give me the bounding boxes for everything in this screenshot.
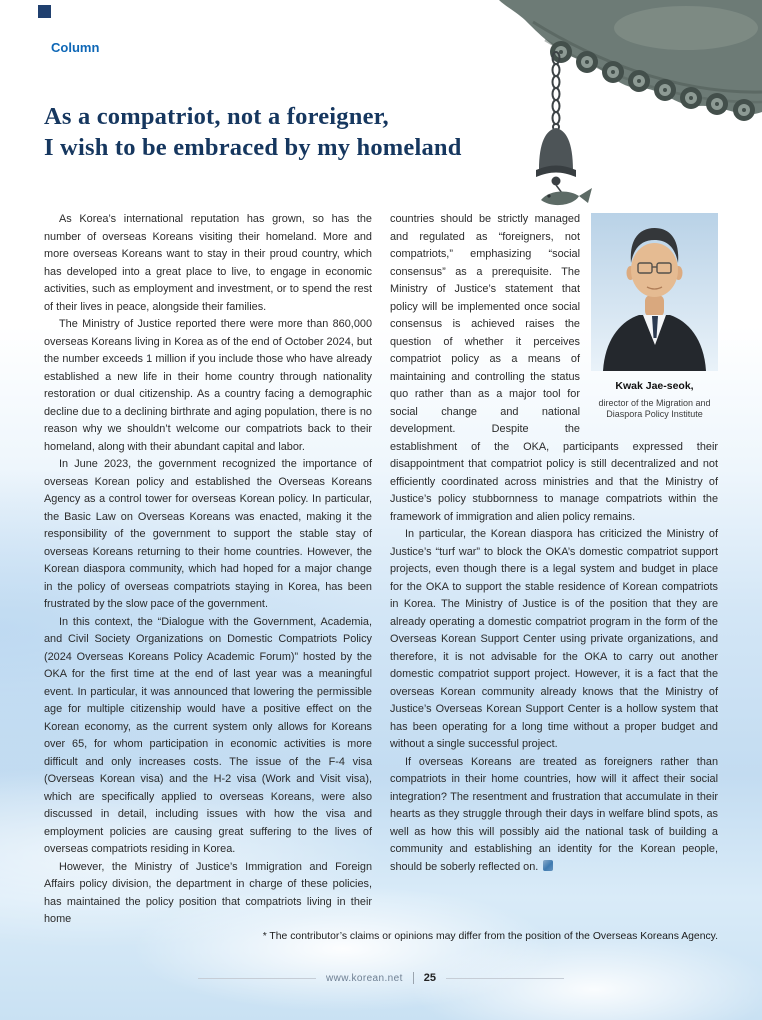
contributor-disclaimer: * The contributor’s claims or opinions may differ from the position of the Overseas Koreans Agency. — [262, 931, 718, 942]
article-title-line1: As a compatriot, not a foreigner, — [44, 103, 389, 130]
article-title-line2: I wish to be embraced by my homeland — [44, 134, 462, 161]
article-body — [44, 211, 718, 929]
article-title — [44, 101, 462, 163]
oka-logo-mark-icon — [543, 860, 553, 871]
article-paragraph: The Ministry of Justice reported there were more than 860,000 overseas Koreans living in Korea as of the end of October 2024, but the number exceeds 1 million if you include those who have already established a new life in their home country through nationality restoration or dual citizenship. As a country facing a demographic decline due to a declining birthrate and aging population, there is no reason why we shouldn’t welcome our compatriots back to their homeland, along with their abundant capital and labor. — [44, 318, 372, 453]
article-paragraph: In this context, the “Dialogue with the Government, Academia, and Civil Society Organizations on Domestic Compatriots Policy (2024 Overseas Koreans Policy Academic Forum)” hosted by the OKA for the first time at the end of last year was a meaningful event. In particular, it was announced that lowering the permissible age for multiple citizenship would have a positive effect on the Korean economy, as the current system only allows for Koreans over 65, for whom participation in economic activities is more difficult and only increases costs. The issue of the F-4 visa (Overseas Korean visa) and the H-2 visa (Work and Visit visa), which are specifically applied to overseas Koreans, were also discussed in detail, including issues with how the visa and employment policies are causing great suffering to the lives of overseas compatriots residing in Korea. — [44, 615, 372, 855]
article-paragraph: countries should be strictly managed and regulated as “foreigners, not compatriots,” emphasizing “social consensus” as a prerequisite. The Ministry of Justice’s statement that policy will be implemented once social consensus is achieved raises the question of whether it perceives compatriot policy as a means of maintaining and controlling the status quo rather than as a major tool for social change and national development. Despite the establishment of the OKA, participants expressed their disappointment that compatriot policy is still decentralized and not efficiently coordinated across ministries and that the Ministry of Justice’s policy stubbornness to manage compatriots within the framework of immigration and alien policy remains. — [390, 213, 718, 523]
article-paragraph: In particular, the Korean diaspora has criticized the Ministry of Justice’s “turf war” to block the OKA’s domestic compatriot support projects, even though there is a legal system and budget in place for the OKA to support the stable residence of Korean compatriots in Korea. The Ministry of Justice is of the position that they are already operating a domestic compatriot program in the form of the Overseas Korean Support Center using private organizations, and therefore, it is not advisable for the OKA to carry out another domestic compatriot support project. However, it is a fact that the overseas Korean community already knows that the Ministry of Justice’s Overseas Korean Support Center is a hollow system that has been operating for a long time without a proper budget and without a single successful project. — [390, 528, 718, 750]
article-paragraph-text: If overseas Koreans are treated as foreigners rather than compatriots in their home countries, how will it affect their social integration? The resentment and frustration that accumulate in their hearts as they struggle through their days in welfare blind spots, as well as how this will possibly aid the national task of building a community and establishing an identity for the Korean people, should be soberly reflected on. — [390, 755, 718, 873]
article-paragraph: As Korea’s international reputation has grown, so has the number of overseas Koreans visiting their homeland. More and more overseas Koreans want to stay in their proud country, which has developed into a great place to live, to engage in economic activities, such as employment and investment, or to spend the rest of their lives in peace, alongside their families. — [44, 213, 372, 313]
page-number: 25 — [423, 972, 436, 984]
wind-bell-icon — [536, 124, 576, 186]
footer-rule-right — [446, 978, 564, 979]
article-paragraph: In June 2023, the government recognized the importance of overseas Korean policy and established the Overseas Koreans Agency as a control tower for overseas Korean policy. In particular, the Basic Law on Overseas Koreans was enacted, making it the responsibility of the government to support the stable stay of overseas Koreans returning to their home countries. However, the Korean diaspora community, which had hoped for a major change in the policy of overseas compatriots staying in Korea, has been frustrated by the slow pace of the government. — [44, 458, 372, 610]
right-column — [390, 211, 718, 929]
photo-caption-role: director of the Migration and Diaspora Policy Institute — [598, 397, 711, 419]
footer-divider — [413, 972, 414, 984]
fish-pendant-icon — [541, 185, 592, 205]
article-paragraph: However, the Ministry of Justice’s Immigration and Foreign Affairs policy division, the department in charge of these policies, has maintained the policy position that compatriots living in their home — [44, 860, 372, 925]
chain-icon — [553, 52, 560, 124]
photo-caption-name: Kwak Jae-seok, — [615, 380, 694, 392]
author-photo-figure — [591, 213, 718, 421]
section-square-mark — [38, 5, 51, 18]
website-link[interactable]: www.korean.net — [326, 972, 403, 984]
roof-wind-bell-illustration — [441, 0, 762, 212]
footer-rule-left — [198, 978, 316, 979]
photo-caption — [591, 378, 718, 421]
article-paragraph — [390, 754, 718, 877]
section-label: Column — [51, 40, 100, 55]
page-footer — [0, 972, 762, 984]
left-column — [44, 211, 372, 929]
portrait-photo — [591, 213, 718, 371]
roof-tiles — [499, 0, 762, 121]
